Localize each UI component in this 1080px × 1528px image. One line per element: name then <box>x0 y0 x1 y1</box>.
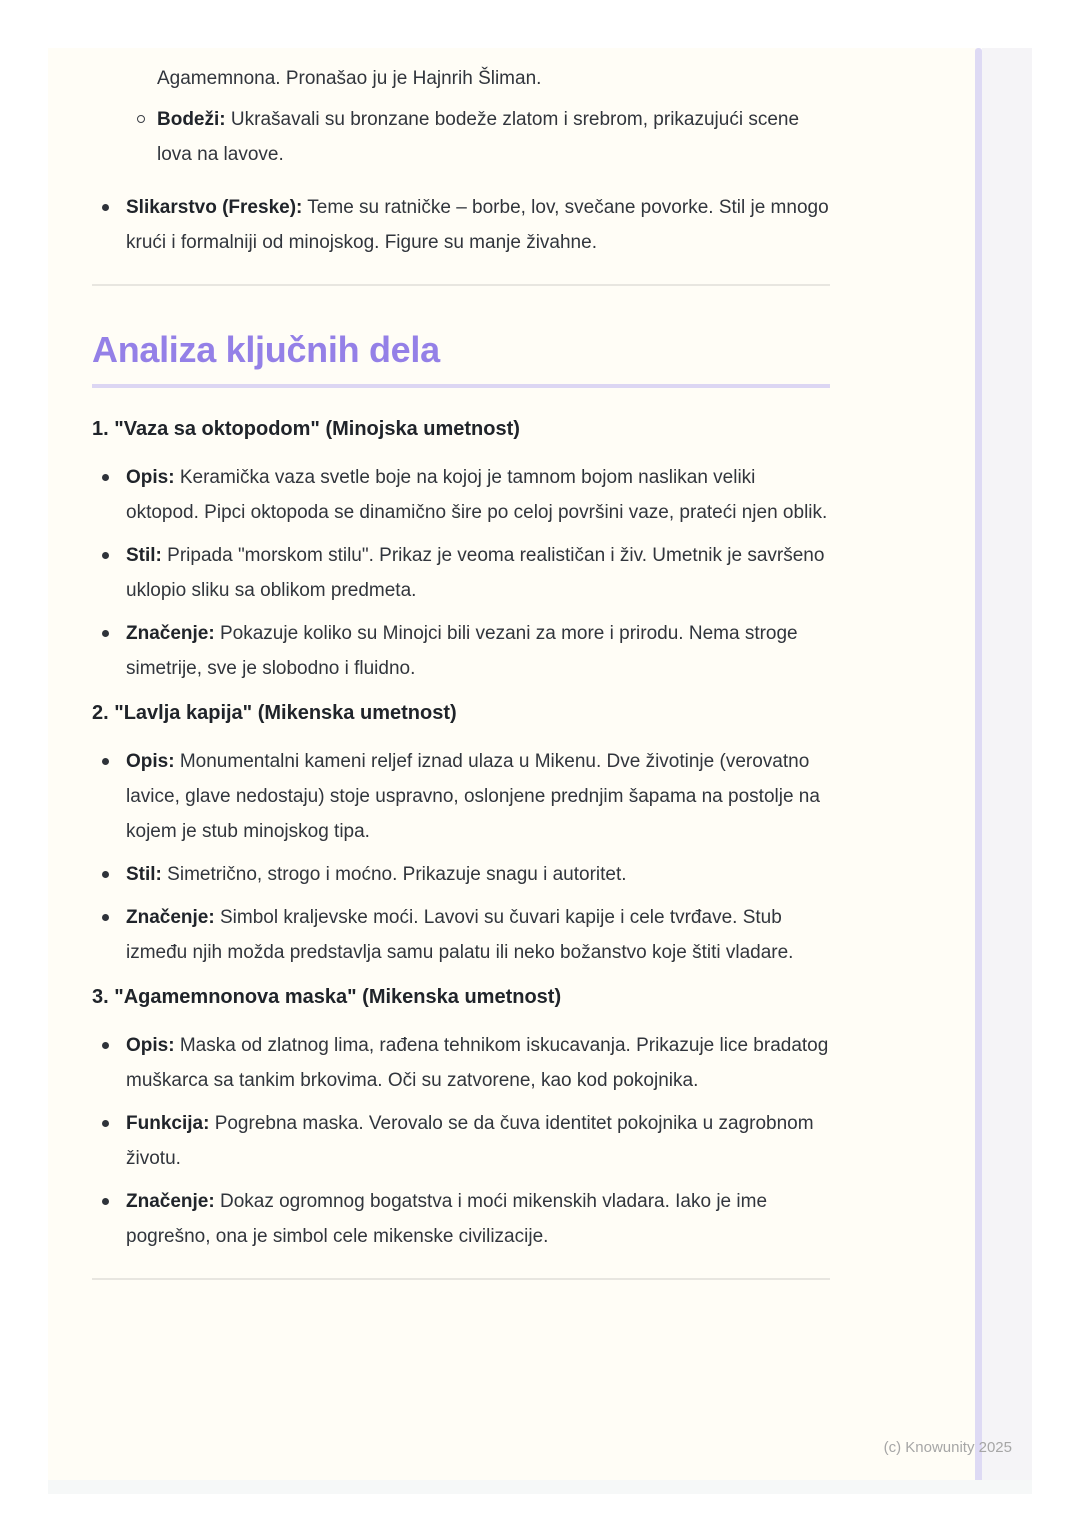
dot-bullet-icon <box>102 871 109 878</box>
work-2-points <box>92 744 830 970</box>
footer-credit: (c) Knowunity 2025 <box>883 1439 1012 1456</box>
term-label: Značenje: <box>126 907 215 928</box>
list-item <box>92 102 830 172</box>
list-item <box>92 460 830 530</box>
term-label: Opis: <box>126 1035 175 1056</box>
work-heading-3: 3. "Agamemnonova maska" (Mikenska umetnost) <box>92 986 562 1008</box>
page-content <box>48 48 976 1280</box>
page-accent-stripe <box>975 48 982 1480</box>
intro-sub-bullet-list <box>92 102 830 172</box>
term-text: Monumentalni kameni reljef iznad ulaza u Mikenu. Dve životinje (verovatno lavice, glave nedostaju) stoje uspravno, oslonjene prednjim šapama na postolje na kojem je stub minojskog tipa. <box>126 751 820 842</box>
term-label: Stil: <box>126 864 162 885</box>
dot-bullet-icon <box>102 1198 109 1205</box>
term-label: Stil: <box>126 545 162 566</box>
intro-bullet-list <box>92 190 830 260</box>
dot-bullet-icon <box>102 1042 109 1049</box>
term-text: Pokazuje koliko su Minojci bili vezani za more i prirodu. Nema stroge simetrije, sve je slobodno i fluidno. <box>126 623 798 679</box>
term-label: Funkcija: <box>126 1113 210 1134</box>
list-item <box>92 857 830 892</box>
term-label: Značenje: <box>126 623 215 644</box>
list-item <box>92 1184 830 1254</box>
term-text: Pogrebna maska. Verovalo se da čuva identitet pokojnika u zagrobnom životu. <box>126 1113 814 1169</box>
dot-bullet-icon <box>102 914 109 921</box>
term-text: Simetrično, strogo i moćno. Prikazuje snagu i autoritet. <box>167 864 627 885</box>
page-bottom-shadow <box>48 1480 1032 1494</box>
term-text: Pripada "morskom stilu". Prikaz je veoma realističan i živ. Umetnik je savršeno uklopio sliku sa oblikom predmeta. <box>126 545 825 601</box>
term-text: Dokaz ogromnog bogatstva i moći mikenskih vladara. Iako je ime pogrešno, ona je simbol cele mikenske civilizacije. <box>126 1191 768 1247</box>
section-title-underline <box>92 384 830 388</box>
term-label: Slikarstvo (Freske): <box>126 197 303 218</box>
dot-bullet-icon <box>102 552 109 559</box>
document-page-card <box>48 48 976 1480</box>
list-item <box>92 1106 830 1176</box>
horizontal-divider <box>92 1278 830 1280</box>
dot-bullet-icon <box>102 630 109 637</box>
list-item <box>92 1028 830 1098</box>
work-3-points <box>92 1028 830 1254</box>
dot-bullet-icon <box>102 204 109 211</box>
term-text: Maska od zlatnog lima, rađena tehnikom iskucavanja. Prikazuje lice bradatog muškarca sa tankim brkovima. Oči su zatvorene, kao kod pokojnika. <box>126 1035 829 1091</box>
section-title: Analiza ključnih dela <box>92 329 440 370</box>
list-item <box>92 744 830 849</box>
term-text: Simbol kraljevske moći. Lavovi su čuvari kapije i cele tvrđave. Stub između njih možda predstavlja samu palatu ili neko božanstvo koje štiti vladare. <box>126 907 794 963</box>
term-text: Teme su ratničke – borbe, lov, svečane povorke. Stil je mnogo krući i formalniji od minojskog. Figure su manje živahne. <box>126 197 829 253</box>
work-heading-2: 2. "Lavlja kapija" (Mikenska umetnost) <box>92 702 457 724</box>
page-margin-column <box>982 48 1032 1480</box>
dot-bullet-icon <box>102 474 109 481</box>
list-item <box>92 190 830 260</box>
dot-bullet-icon <box>102 1120 109 1127</box>
term-text: Keramička vaza svetle boje na kojoj je tamnom bojom naslikan veliki oktopod. Pipci oktopoda se dinamično šire po celoj površini vaze, prateći njen oblik. <box>126 467 828 523</box>
term-label: Opis: <box>126 467 175 488</box>
term-text: Ukrašavali su bronzane bodeže zlatom i srebrom, prikazujući scene lova na lavove. <box>157 109 800 165</box>
term-label: Značenje: <box>126 1191 215 1212</box>
list-item <box>92 538 830 608</box>
list-item <box>92 900 830 970</box>
term-label: Bodeži: <box>157 109 226 130</box>
list-item <box>92 616 830 686</box>
dot-bullet-icon <box>102 758 109 765</box>
work-heading-1: 1. "Vaza sa oktopodom" (Minojska umetnost) <box>92 418 520 440</box>
work-1-points <box>92 460 830 686</box>
circle-bullet-icon <box>137 115 145 123</box>
continuation-paragraph: Agamemnona. Pronašao ju je Hajnrih Šliman. <box>157 68 542 89</box>
term-label: Opis: <box>126 751 175 772</box>
horizontal-divider <box>92 284 830 286</box>
